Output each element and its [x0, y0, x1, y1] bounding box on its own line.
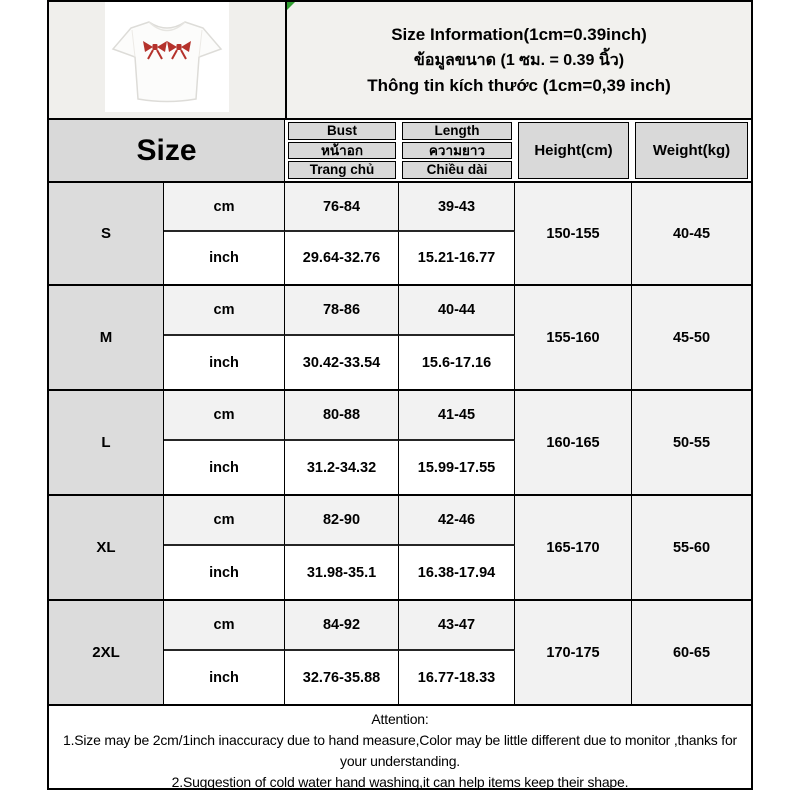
height-header-label: Height(cm) — [518, 122, 629, 179]
size-label: 2XL — [49, 601, 164, 704]
length-inch-value: 15.6-17.16 — [399, 336, 515, 389]
table-header-row — [49, 118, 751, 183]
length-inch-value: 15.21-16.77 — [399, 232, 515, 284]
length-cm-value: 39-43 — [399, 183, 515, 232]
length-cm-value: 43-47 — [399, 601, 515, 651]
unit-cell: inch — [164, 651, 285, 704]
bust-cm-value: 80-88 — [285, 391, 399, 441]
height-value: 170-175 — [515, 601, 632, 704]
unit-cell: cm — [164, 391, 285, 441]
size-chart-sheet — [47, 0, 753, 790]
length-cm-value: 40-44 — [399, 286, 515, 336]
bust-inch-value: 31.2-34.32 — [285, 441, 399, 494]
weight-header-label: Weight(kg) — [635, 122, 748, 179]
bust-cm-value: 78-86 — [285, 286, 399, 336]
size-label: XL — [49, 496, 164, 599]
size-info-title-box — [285, 2, 751, 118]
length-header-vi: Chiều dài — [402, 161, 512, 179]
height-value: 155-160 — [515, 286, 632, 389]
attention-line-1: 1.Size may be 2cm/1inch inaccuracy due to hand measure,Color may be little different due to monitor ,thanks for your understanding. — [62, 732, 737, 769]
bust-column-header — [285, 120, 399, 181]
weight-column-header — [632, 120, 751, 181]
green-corner-marker-icon — [287, 2, 295, 10]
unit-cell: inch — [164, 546, 285, 599]
bust-inch-value: 30.42-33.54 — [285, 336, 399, 389]
bust-header-vi: Trang chủ — [288, 161, 396, 179]
weight-value: 55-60 — [632, 496, 751, 599]
length-inch-value: 16.38-17.94 — [399, 546, 515, 599]
length-inch-value: 16.77-18.33 — [399, 651, 515, 704]
size-column-header: Size — [49, 120, 285, 181]
size-label: S — [49, 183, 164, 284]
product-photo — [105, 2, 229, 112]
product-image-cell — [49, 2, 285, 118]
size-info-title-th: ข้อมูลขนาด (1 ซม. = 0.39 นิ้ว) — [413, 51, 625, 69]
attention-line-2: 2.Suggestion of cold water hand washing,it can help items keep their shape. — [171, 774, 629, 790]
length-header-en: Length — [402, 122, 512, 140]
unit-cell: inch — [164, 336, 285, 389]
weight-value: 40-45 — [632, 183, 751, 284]
table-row-group-m — [49, 284, 751, 389]
length-column-header — [399, 120, 515, 181]
unit-cell: cm — [164, 496, 285, 546]
unit-cell: cm — [164, 183, 285, 232]
size-label: M — [49, 286, 164, 389]
weight-value: 60-65 — [632, 601, 751, 704]
bust-header-th: หน้าอก — [288, 142, 396, 160]
size-label: L — [49, 391, 164, 494]
length-inch-value: 15.99-17.55 — [399, 441, 515, 494]
bust-cm-value: 84-92 — [285, 601, 399, 651]
attention-note — [49, 704, 751, 790]
size-info-title-vi: Thông tin kích thước (1cm=0,39 inch) — [367, 75, 671, 95]
bust-inch-value: 29.64-32.76 — [285, 232, 399, 284]
bust-header-en: Bust — [288, 122, 396, 140]
height-column-header — [515, 120, 632, 181]
bust-inch-value: 32.76-35.88 — [285, 651, 399, 704]
bust-cm-value: 76-84 — [285, 183, 399, 232]
unit-cell: inch — [164, 441, 285, 494]
table-row-group-s — [49, 183, 751, 284]
height-value: 150-155 — [515, 183, 632, 284]
table-row-group-xl — [49, 494, 751, 599]
length-header-th: ความยาว — [402, 142, 512, 160]
unit-cell: cm — [164, 286, 285, 336]
unit-cell: inch — [164, 232, 285, 284]
weight-value: 45-50 — [632, 286, 751, 389]
bust-cm-value: 82-90 — [285, 496, 399, 546]
unit-cell: cm — [164, 601, 285, 651]
length-cm-value: 41-45 — [399, 391, 515, 441]
tshirt-image — [105, 2, 229, 112]
top-row — [49, 2, 751, 118]
length-cm-value: 42-46 — [399, 496, 515, 546]
bust-inch-value: 31.98-35.1 — [285, 546, 399, 599]
height-value: 165-170 — [515, 496, 632, 599]
table-row-group-l — [49, 389, 751, 494]
weight-value: 50-55 — [632, 391, 751, 494]
height-value: 160-165 — [515, 391, 632, 494]
attention-title: Attention: — [371, 711, 429, 727]
size-info-title-en: Size Information(1cm=0.39inch) — [391, 24, 647, 44]
table-row-group-2xl — [49, 599, 751, 704]
